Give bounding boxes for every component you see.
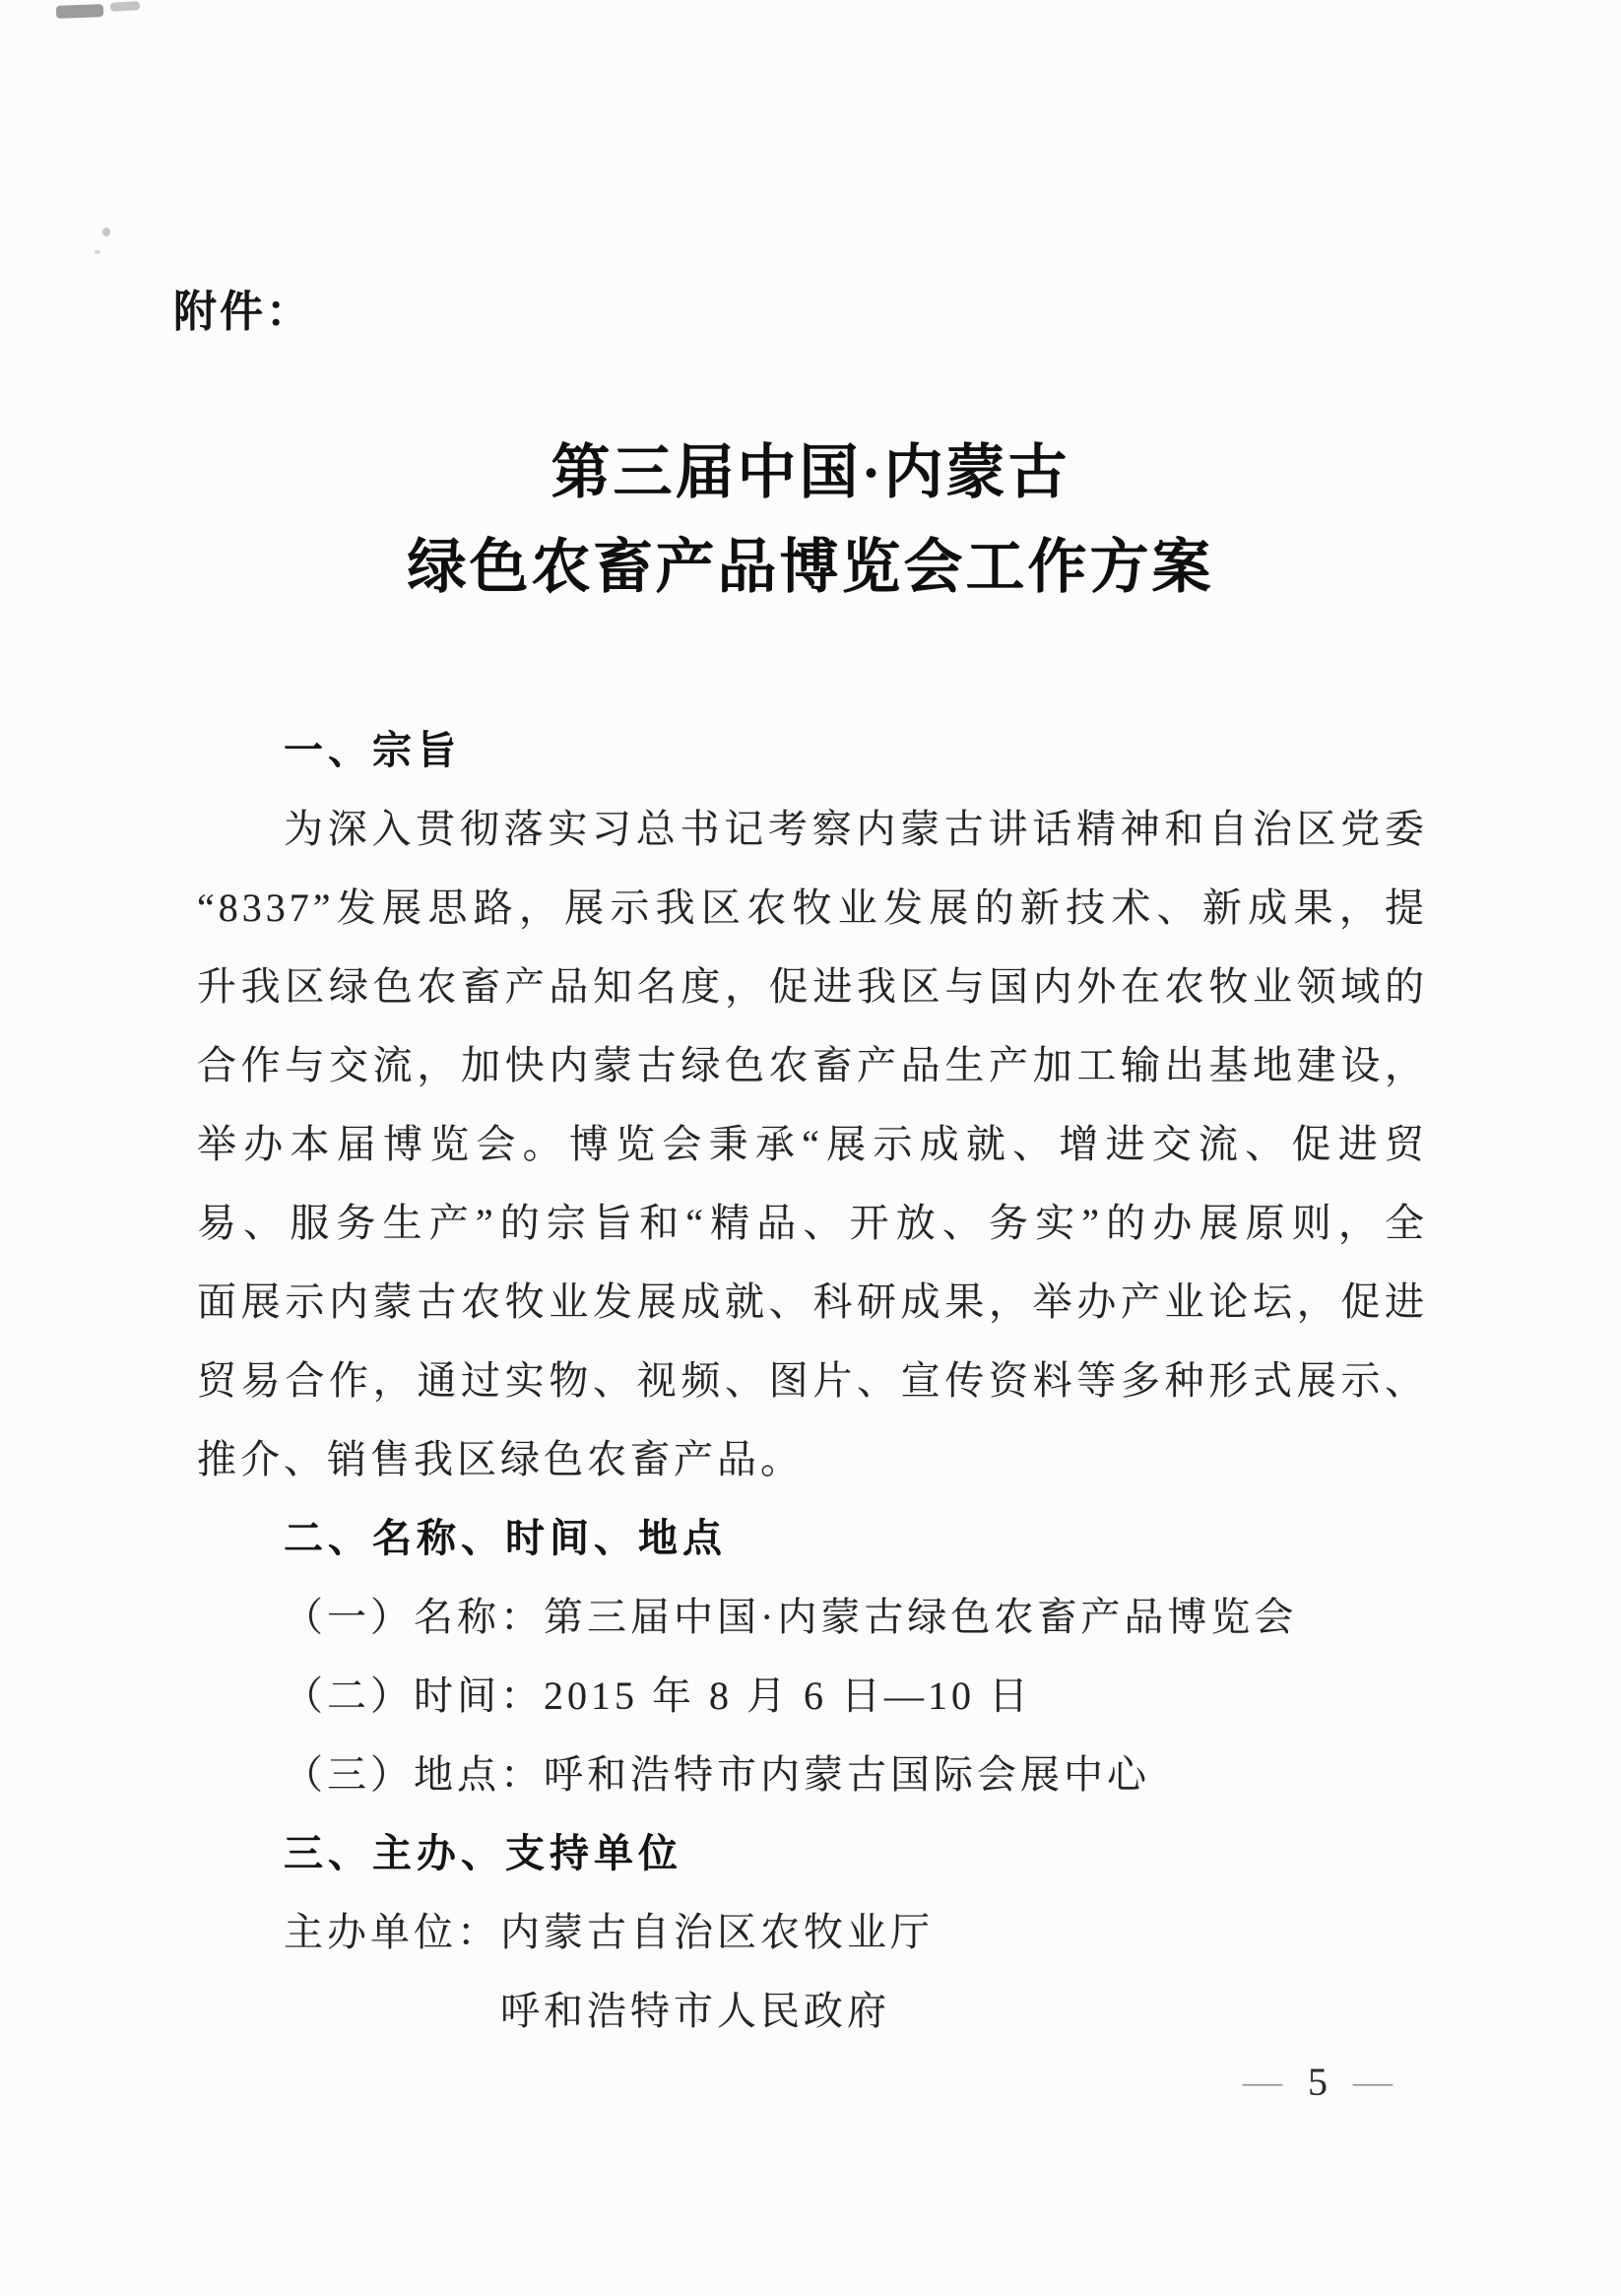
section-heading-organizers: 三、主办、支持单位	[284, 1832, 682, 1875]
document-title-line2: 绿色农畜产品博览会工作方案	[407, 535, 1214, 600]
page-number-dash-right: —	[1353, 2065, 1393, 2099]
section-heading-name-time-place: 二、名称、时间、地点	[284, 1517, 727, 1560]
scan-speck	[102, 228, 110, 236]
document-title-line1: 第三届中国·内蒙古	[551, 440, 1070, 505]
page-number-value: 5	[1308, 2060, 1328, 2104]
text-line: 贸易合作，通过实物、视频、图片、宣传资料等多种形式展示、	[197, 1358, 1428, 1403]
scan-smudge	[56, 4, 103, 19]
document-title	[0, 426, 1621, 615]
scan-speck	[95, 250, 100, 254]
document-body	[197, 711, 1428, 2051]
item-place: （三）地点：呼和浩特市内蒙古国际会展中心	[284, 1752, 1150, 1797]
page-number-dash-left: —	[1243, 2065, 1282, 2099]
scan-smudge	[110, 1, 140, 12]
text-line: “8337”发展思路，展示我区农牧业发展的新技术、新成果，提	[197, 886, 1428, 930]
text-line: 举办本届博览会。博览会秉承“展示成就、增进交流、促进贸	[197, 1122, 1428, 1166]
organizer-line: 呼和浩特市人民政府	[500, 1989, 890, 2033]
item-name: （一）名称：第三届中国·内蒙古绿色农畜产品博览会	[284, 1595, 1298, 1639]
page-number	[1243, 2059, 1393, 2105]
item-time: （二）时间：2015 年 8 月 6 日—10 日	[284, 1673, 1032, 1718]
text-line: 合作与交流，加快内蒙古绿色农畜产品生产加工输出基地建设，	[197, 1043, 1428, 1087]
text-line: 升我区绿色农畜产品知名度，促进我区与国内外在农牧业领域的	[197, 964, 1428, 1009]
section-heading-purpose: 一、宗旨	[284, 729, 461, 772]
organizer-line: 主办单位：内蒙古自治区农牧业厅	[284, 1910, 934, 1954]
text-line: 为深入贯彻落实习总书记考察内蒙古讲话精神和自治区党委	[284, 807, 1428, 851]
text-line: 面展示内蒙古农牧业发展成就、科研成果，举办产业论坛，促进	[197, 1279, 1428, 1324]
text-line: 易、服务生产”的宗旨和“精品、开放、务实”的办展原则，全	[197, 1201, 1428, 1245]
text-line: 推介、销售我区绿色农畜产品。	[197, 1437, 804, 1481]
attachment-label: 附件：	[173, 288, 312, 336]
